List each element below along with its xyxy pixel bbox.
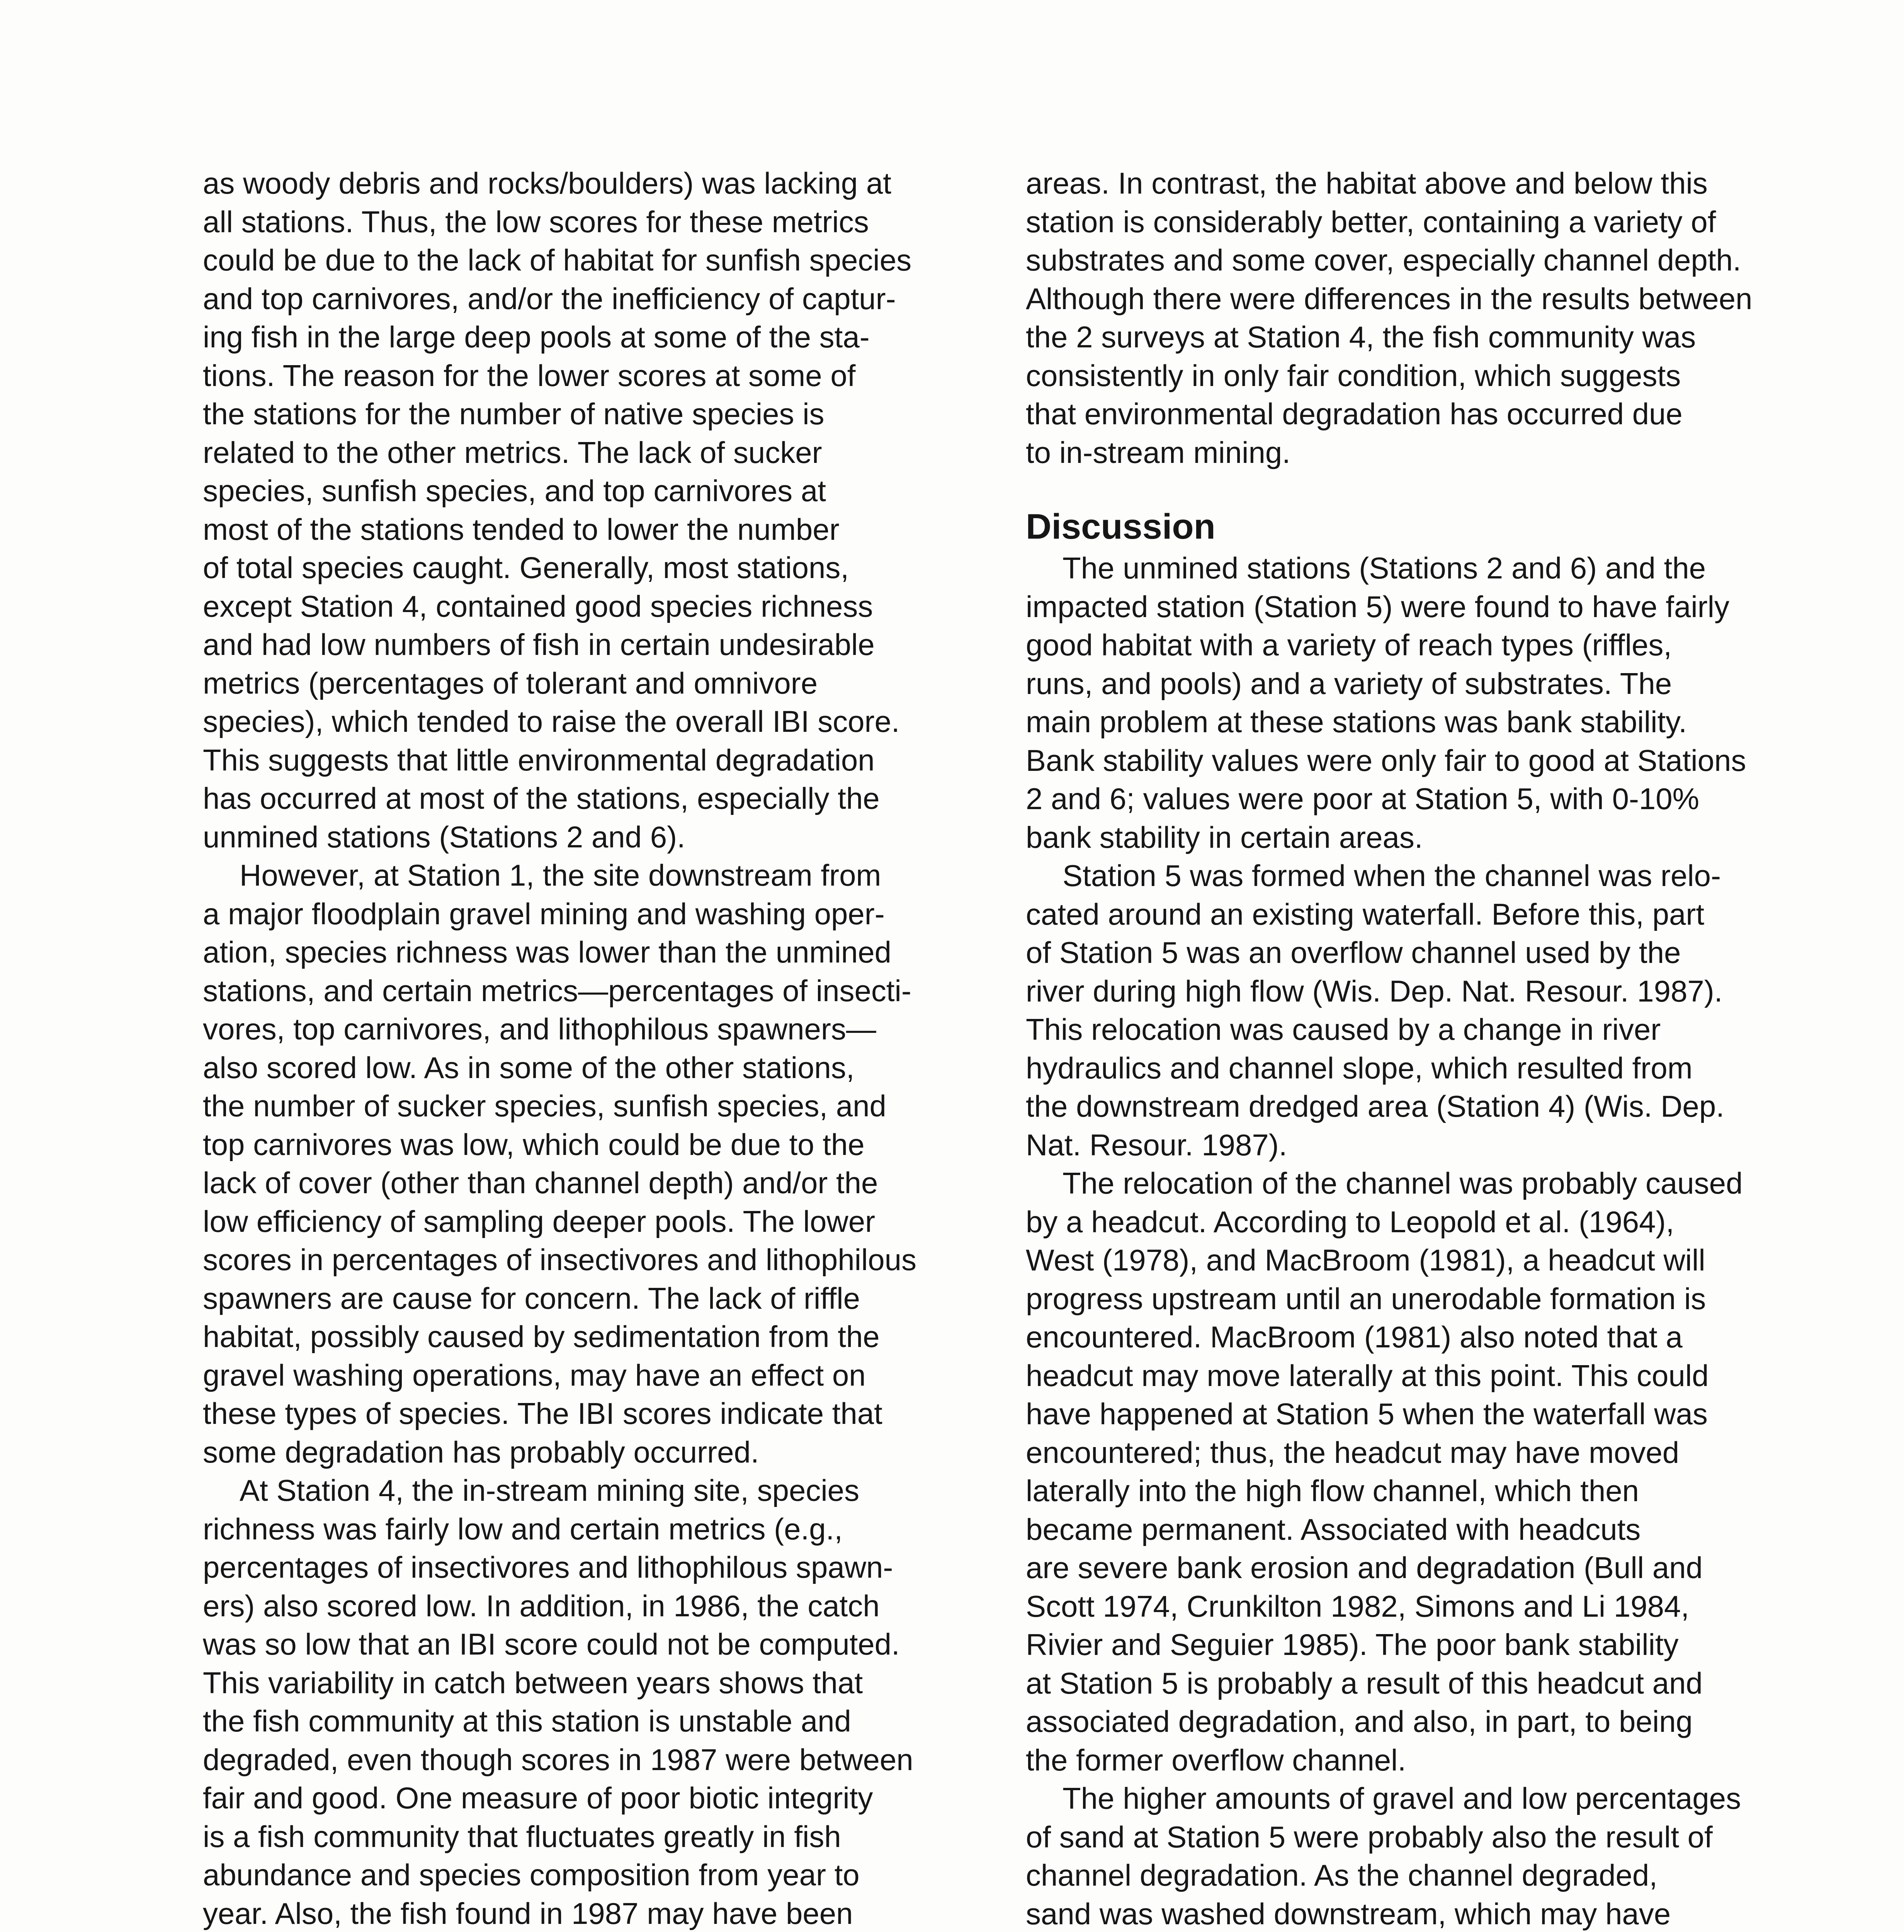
text-line: has occurred at most of the stations, especially the xyxy=(203,781,880,815)
text-line: fair and good. One measure of poor biotic integrity xyxy=(203,1781,873,1815)
text-line: Rivier and Seguier 1985). The poor bank stability xyxy=(1026,1628,1679,1662)
text-line: and had low numbers of fish in certain undesirable xyxy=(203,628,875,662)
text-line: the former overflow channel. xyxy=(1026,1743,1406,1777)
text-line: encountered; thus, the headcut may have moved xyxy=(1026,1435,1680,1469)
text-line: This variability in catch between years shows that xyxy=(203,1665,863,1700)
text-line: have happened at Station 5 when the waterfall was xyxy=(1026,1397,1708,1431)
text-line: except Station 4, contained good species richness xyxy=(203,589,873,623)
text-line: This relocation was caused by a change in river xyxy=(1026,1012,1661,1046)
text-line: runs, and pools) and a variety of substrates. The xyxy=(1026,666,1672,701)
text-line: channel degradation. As the channel degraded, xyxy=(1026,1858,1658,1892)
text-line: associated degradation, and also, in part, to being xyxy=(1026,1704,1693,1738)
text-line: abundance and species composition from year to xyxy=(203,1858,860,1892)
text-line: The relocation of the channel was probably caused xyxy=(1062,1166,1743,1200)
text-line: the stations for the number of native species is xyxy=(203,397,824,431)
text-line: bank stability in certain areas. xyxy=(1026,820,1423,854)
text-line: The unmined stations (Stations 2 and 6) and the xyxy=(1062,551,1706,585)
text-line: and top carnivores, and/or the inefficiency of captur- xyxy=(203,281,896,316)
text-line: habitat, possibly caused by sedimentation from the xyxy=(203,1320,880,1354)
text-line: of Station 5 was an overflow channel used by the xyxy=(1026,935,1681,969)
text-line: Nat. Resour. 1987). xyxy=(1026,1128,1287,1162)
left-column xyxy=(203,164,950,1932)
text-line: Scott 1974, Crunkilton 1982, Simons and Li 1984, xyxy=(1026,1589,1690,1623)
text-line: sand was washed downstream, which may have xyxy=(1026,1896,1671,1931)
text-line: as woody debris and rocks/boulders) was lacking at xyxy=(203,166,891,200)
text-line: scores in percentages of insectivores and lithophilous xyxy=(203,1243,917,1277)
text-line: degraded, even though scores in 1987 were between xyxy=(203,1742,913,1777)
text-line: river during high flow (Wis. Dep. Nat. Resour. 1987). xyxy=(1026,974,1723,1008)
section-gap xyxy=(1026,472,1783,499)
text-line: vores, top carnivores, and lithophilous spawners— xyxy=(203,1012,876,1046)
text-line: is a fish community that fluctuates greatly in fish xyxy=(203,1819,841,1854)
text-line: top carnivores was low, which could be due to the xyxy=(203,1127,865,1162)
text-line: the fish community at this station is unstable and xyxy=(203,1704,851,1738)
text-line: lack of cover (other than channel depth) and/or the xyxy=(203,1166,878,1200)
text-line: to in-stream mining. xyxy=(1026,435,1290,469)
text-line: tions. The reason for the lower scores at some of xyxy=(203,358,856,393)
text-line: of total species caught. Generally, most stations, xyxy=(203,551,849,585)
text-line: consistently in only fair condition, which suggests xyxy=(1026,358,1681,393)
text-line: good habitat with a variety of reach types (riffles, xyxy=(1026,628,1672,662)
text-line: became permanent. Associated with headcuts xyxy=(1026,1512,1641,1546)
text-line: by a headcut. According to Leopold et al. (1964), xyxy=(1026,1204,1674,1239)
text-line: are severe bank erosion and degradation (Bull and xyxy=(1026,1551,1703,1585)
right-column-intro xyxy=(1026,164,1783,472)
text-line: gravel washing operations, may have an effect on xyxy=(203,1358,866,1392)
text-line: at Station 5 is probably a result of this headcut and xyxy=(1026,1666,1703,1700)
right-column xyxy=(1026,164,1783,1932)
text-line: laterally into the high flow channel, which then xyxy=(1026,1474,1639,1508)
text-line: most of the stations tended to lower the number xyxy=(203,512,840,546)
text-line: stations, and certain metrics—percentages of insecti- xyxy=(203,973,911,1008)
text-line: the 2 surveys at Station 4, the fish community was xyxy=(1026,320,1696,354)
text-line: This suggests that little environmental degradation xyxy=(203,743,875,777)
text-line: areas. In contrast, the habitat above and below this xyxy=(1026,166,1708,200)
text-line: all stations. Thus, the low scores for these metrics xyxy=(203,204,869,239)
text-line: At Station 4, the in-stream mining site, species xyxy=(240,1473,860,1507)
text-line: some degradation has probably occurred. xyxy=(203,1435,759,1469)
text-line: 2 and 6; values were poor at Station 5, with 0-10% xyxy=(1026,782,1700,816)
text-line: The higher amounts of gravel and low percentages xyxy=(1062,1781,1741,1815)
text-line: Bank stability values were only fair to good at Stations xyxy=(1026,743,1746,777)
text-line: also scored low. As in some of the other stations, xyxy=(203,1050,855,1085)
text-line: could be due to the lack of habitat for sunfish species xyxy=(203,243,912,277)
text-line: However, at Station 1, the site downstream from xyxy=(240,858,881,892)
text-line: low efficiency of sampling deeper pools. The lower xyxy=(203,1204,876,1238)
text-line: Station 5 was formed when the channel was relo- xyxy=(1062,859,1721,893)
text-line: of sand at Station 5 were probably also the result of xyxy=(1026,1820,1713,1854)
text-line: related to the other metrics. The lack of sucker xyxy=(203,435,822,469)
text-line: headcut may move laterally at this point. This could xyxy=(1026,1358,1709,1393)
text-line: cated around an existing waterfall. Before this, part xyxy=(1026,897,1704,931)
text-line: a major floodplain gravel mining and washing oper- xyxy=(203,896,885,931)
text-line: Although there were differences in the results between xyxy=(1026,281,1753,316)
text-line: the downstream dredged area (Station 4) (Wis. Dep. xyxy=(1026,1089,1724,1123)
text-line: ers) also scored low. In addition, in 1986, the catch xyxy=(203,1588,880,1623)
text-line: the number of sucker species, sunfish species, and xyxy=(203,1089,886,1123)
text-line: that environmental degradation has occurred due xyxy=(1026,397,1683,431)
discussion-heading: Discussion xyxy=(1026,507,1216,546)
text-line: richness was fairly low and certain metrics (e.g., xyxy=(203,1512,843,1546)
text-line: ing fish in the large deep pools at some of the sta- xyxy=(203,320,870,354)
text-line: hydraulics and channel slope, which resulted from xyxy=(1026,1051,1693,1085)
text-line: encountered. MacBroom (1981) also noted that a xyxy=(1026,1320,1683,1354)
discussion-body xyxy=(1026,549,1783,1932)
text-line: unmined stations (Stations 2 and 6). xyxy=(203,820,685,854)
text-line: main problem at these stations was bank stability. xyxy=(1026,705,1687,739)
text-line: year. Also, the fish found in 1987 may have been xyxy=(203,1896,853,1930)
text-line: progress upstream until an unerodable formation is xyxy=(1026,1281,1706,1316)
text-line: these types of species. The IBI scores indicate that xyxy=(203,1396,882,1430)
text-line: was so low that an IBI score could not be computed. xyxy=(203,1627,900,1661)
text-line: substrates and some cover, especially channel depth. xyxy=(1026,243,1741,277)
text-line: species, sunfish species, and top carnivores at xyxy=(203,474,826,508)
text-line: metrics (percentages of tolerant and omnivore xyxy=(203,666,818,700)
text-line: West (1978), and MacBroom (1981), a headcut will xyxy=(1026,1243,1705,1277)
text-line: percentages of insectivores and lithophilous spawn- xyxy=(203,1550,893,1584)
text-line: species), which tended to raise the overall IBI score. xyxy=(203,704,900,738)
text-line: spawners are cause for concern. The lack of riffle xyxy=(203,1281,860,1315)
text-line: ation, species richness was lower than the unmined xyxy=(203,935,891,969)
text-line: impacted station (Station 5) were found to have fairly xyxy=(1026,589,1729,624)
text-line: station is considerably better, containing a variety of xyxy=(1026,204,1716,239)
